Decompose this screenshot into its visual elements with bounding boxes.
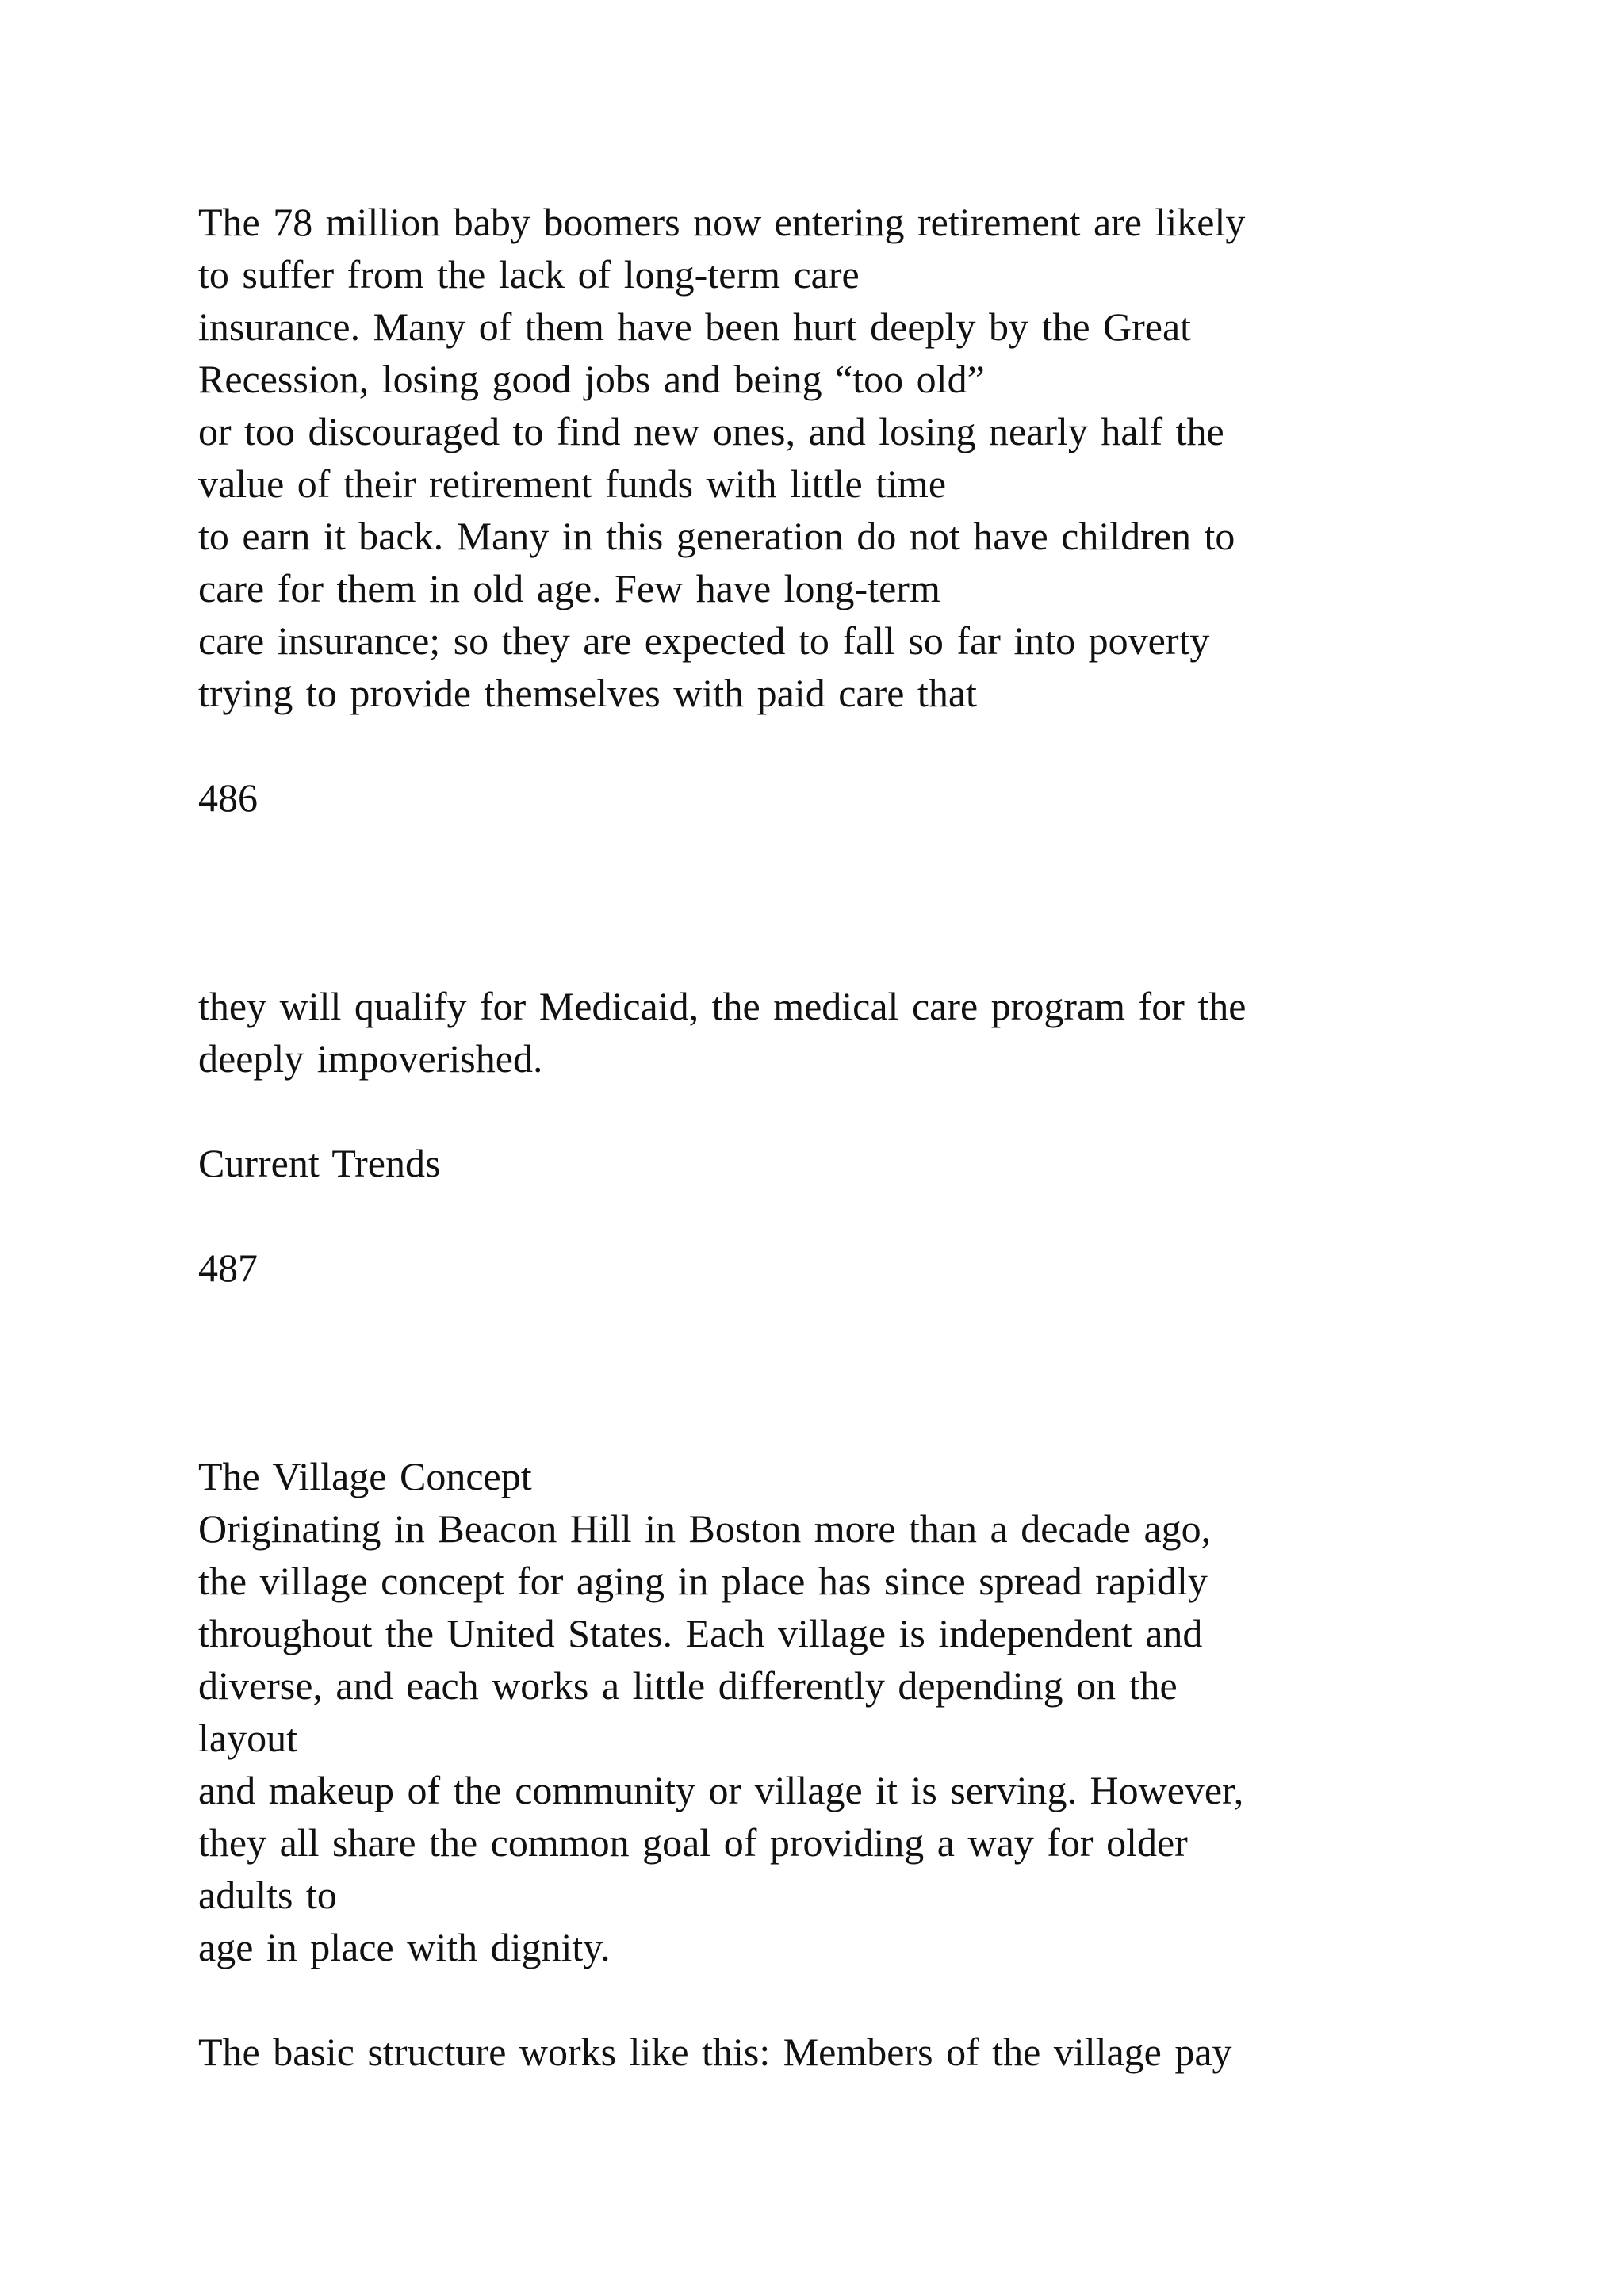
text-line: age in place with dignity. [198,1925,611,1969]
text-line: deeply impoverished. [198,1036,543,1081]
text-line: the village concept for aging in place has since spread rapidly [198,1559,1208,1603]
text-line: The basic structure works like this: Members of the village pay [198,2030,1232,2074]
text-line: trying to provide themselves with paid care that [198,671,977,715]
text-line: they all share the common goal of providing a way for older [198,1820,1188,1865]
text-line: adults to [198,1873,337,1917]
text-line: and makeup of the community or village it is serving. However, [198,1768,1244,1812]
page-number: 487 [198,1246,258,1290]
text-line: to suffer from the lack of long-term care [198,252,860,297]
text-line: care insurance; so they are expected to fall so far into poverty [198,618,1210,663]
text-line: care for them in old age. Few have long-term [198,566,940,610]
text-line: diverse, and each works a little differently depending on the [198,1663,1178,1708]
text-line: throughout the United States. Each village is independent and [198,1611,1203,1655]
text-line: insurance. Many of them have been hurt deeply by the Great [198,304,1192,349]
text-line: value of their retirement funds with little time [198,461,947,506]
page-number: 486 [198,775,258,820]
text-line: layout [198,1716,297,1760]
text-line: The 78 million baby boomers now entering retirement are likely [198,200,1246,244]
section-heading: Current Trends [198,1141,441,1185]
text-line: Recession, losing good jobs and being “too old” [198,357,985,401]
text-line: to earn it back. Many in this generation do not have children to [198,514,1235,558]
text-line: Originating in Beacon Hill in Boston more than a decade ago, [198,1506,1212,1551]
text-line: or too discouraged to find new ones, and losing nearly half the [198,409,1224,453]
section-heading: The Village Concept [198,1454,532,1498]
text-line: they will qualify for Medicaid, the medical care program for the [198,984,1247,1028]
